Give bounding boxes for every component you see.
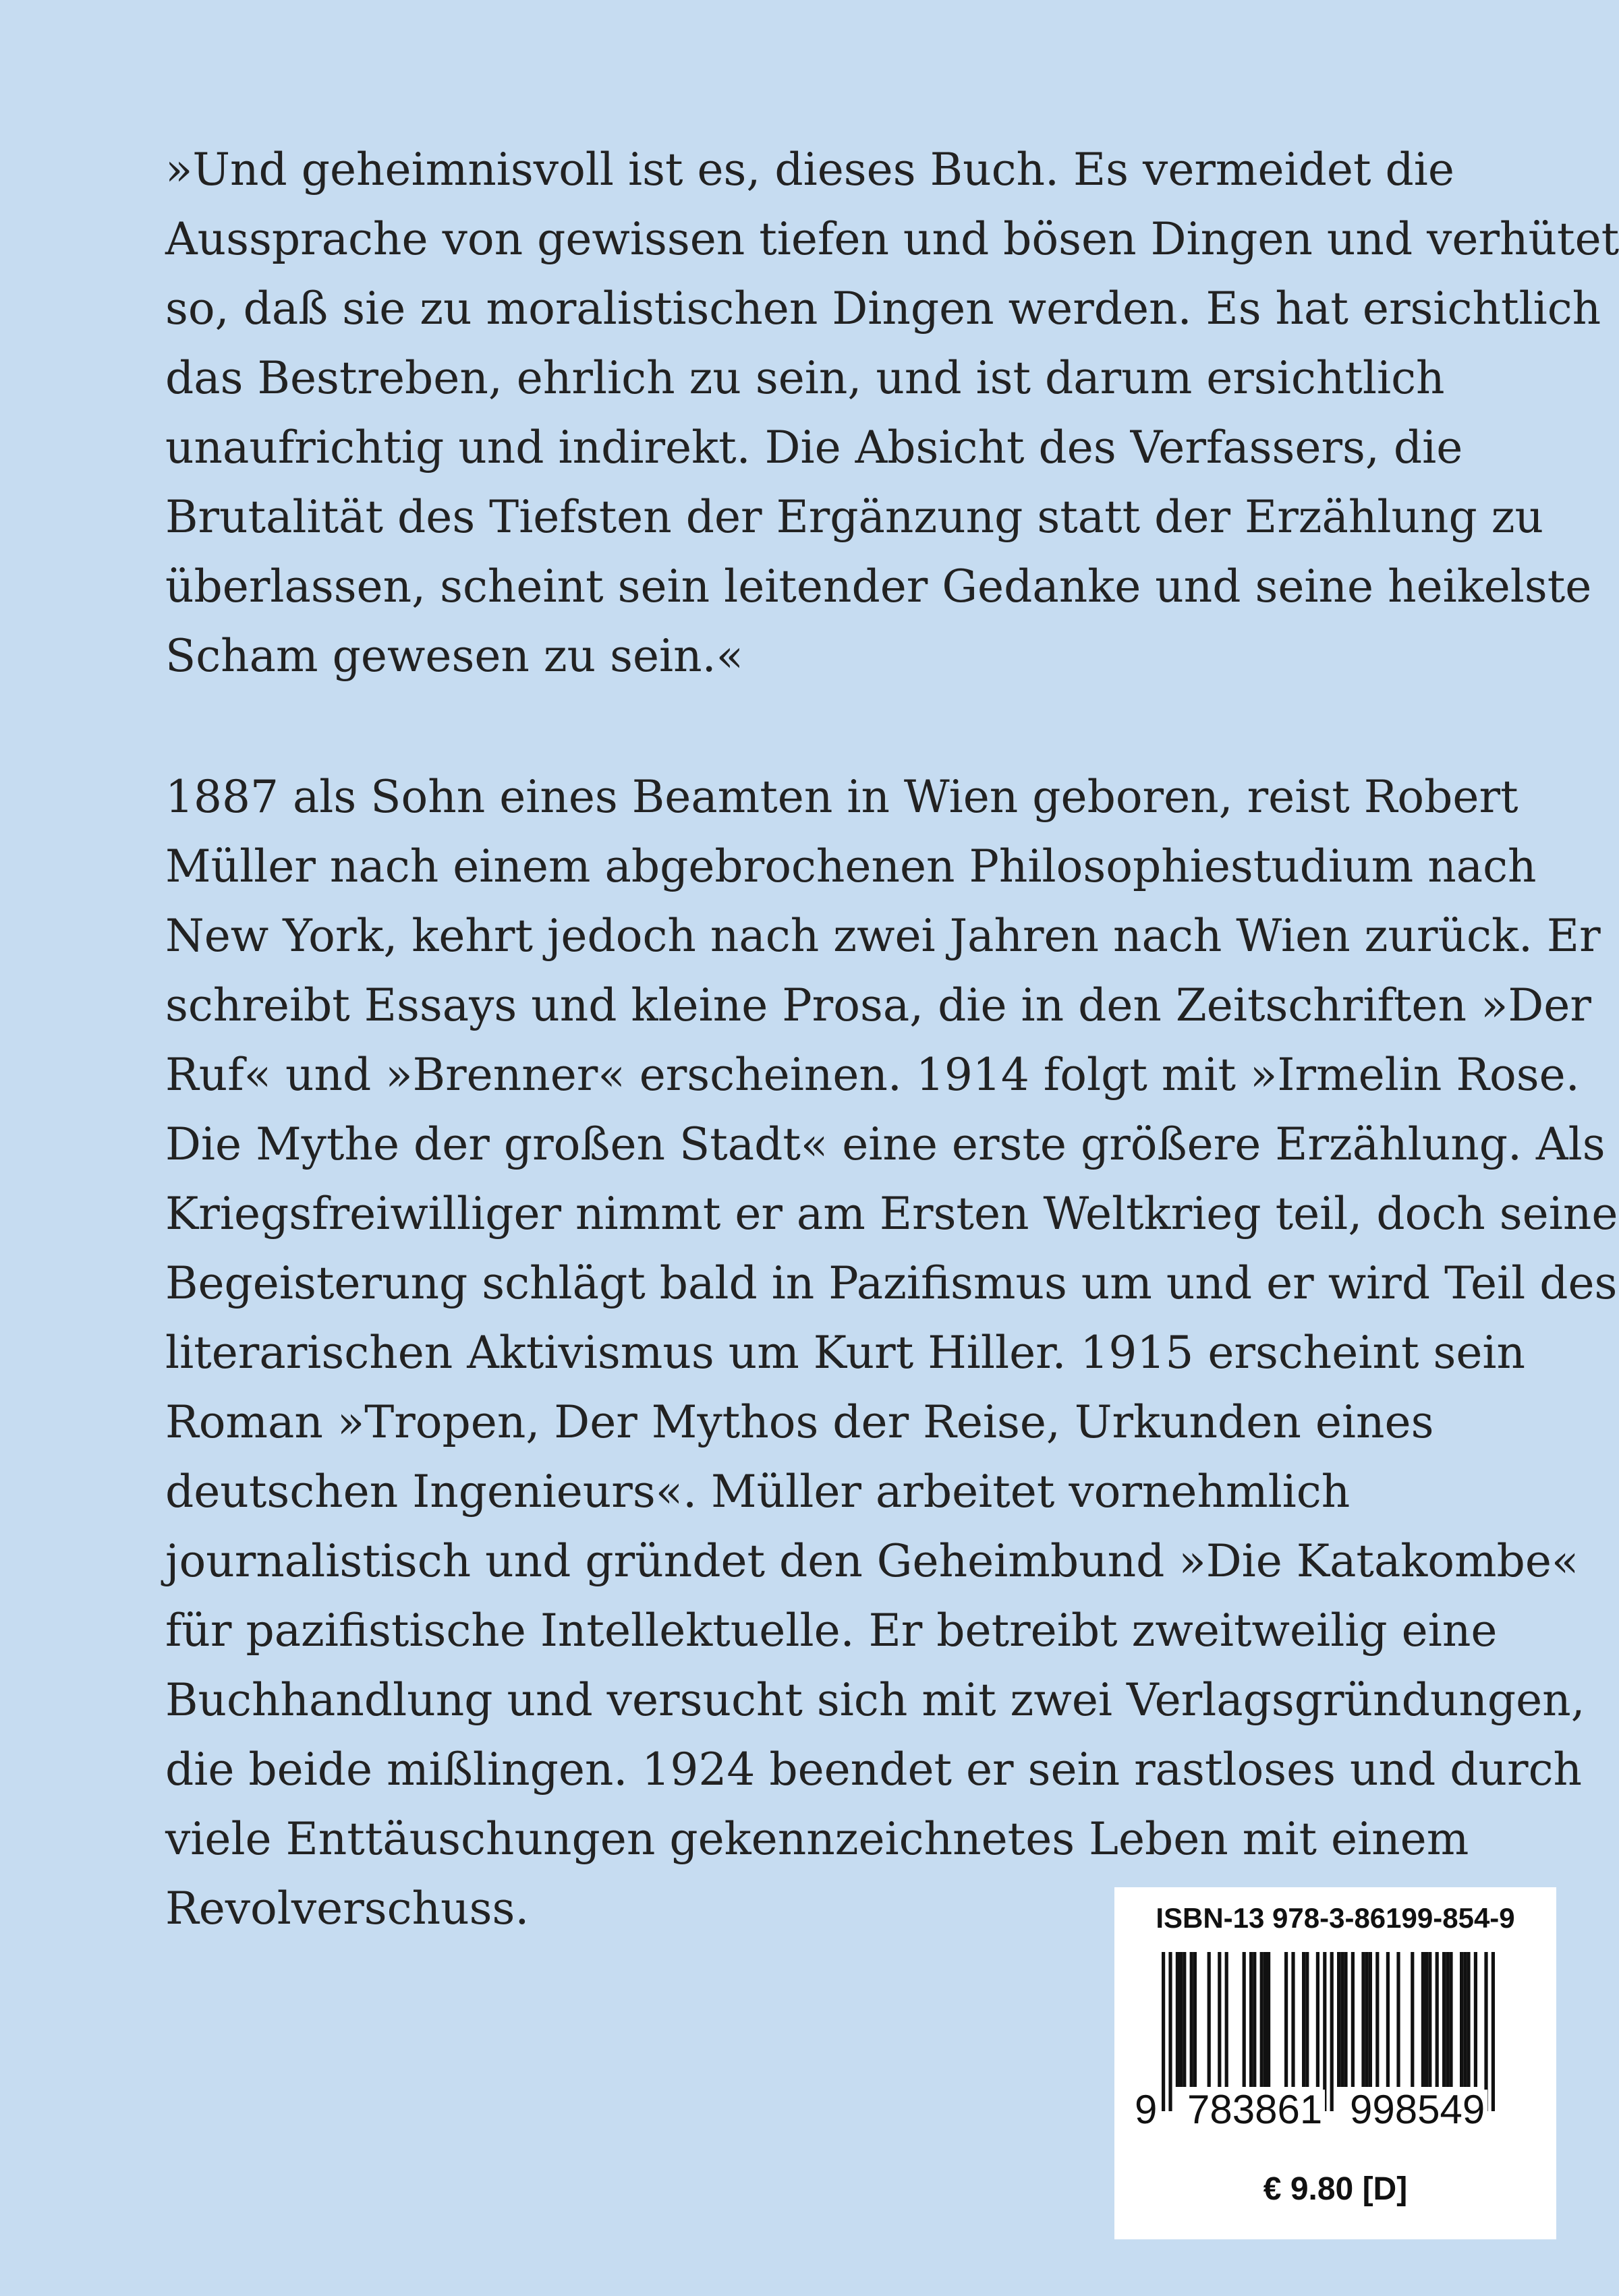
- barcode-bar: [1460, 1952, 1463, 2087]
- barcode-bar: [1351, 1952, 1355, 2087]
- barcode-bar: [1291, 1952, 1295, 2087]
- barcode-guard-bar: [1168, 1952, 1172, 2111]
- barcode-bar: [1463, 1952, 1467, 2087]
- barcode-bar: [1386, 1952, 1390, 2087]
- barcode-bar: [1218, 1952, 1221, 2087]
- biography-line: Ruf« und »Brenner« erscheinen. 1914 folgt mit »Irmelin Rose.: [165, 1049, 1580, 1101]
- biography-line: viele Enttäuschungen gekennzeichnetes Leben mit einem: [165, 1813, 1469, 1865]
- biography-line: 1887 als Sohn eines Beamten in Wien geboren, reist Robert: [165, 771, 1518, 823]
- biography-line: für pazifistische Intellektuelle. Er betreibt zweitweilig eine: [165, 1605, 1498, 1657]
- biography-line: New York, kehrt jedoch nach zwei Jahren nach Wien zurück. Er: [165, 910, 1601, 962]
- barcode-bar: [1467, 1952, 1470, 2087]
- barcode-bar: [1396, 1952, 1400, 2087]
- biography-line: literarischen Aktivismus um Kurt Hiller. 1915 erscheint sein: [165, 1327, 1526, 1379]
- quote-line: das Bestreben, ehrlich zu sein, und ist darum ersichtlich: [165, 352, 1445, 404]
- barcode-panel: [1114, 1887, 1556, 2239]
- quote-line: Scham gewesen zu sein.«: [165, 630, 744, 682]
- biography-line: Buchhandlung und versucht sich mit zwei Verlagsgründungen,: [165, 1674, 1585, 1726]
- biography-line: Roman »Tropen, Der Mythos der Reise, Urkunden eines: [165, 1396, 1434, 1448]
- barcode-bar: [1225, 1952, 1228, 2087]
- barcode-bar: [1267, 1952, 1270, 2087]
- barcode-guard-bar: [1484, 1952, 1487, 2111]
- barcode-bar: [1340, 1952, 1344, 2087]
- barcode-bar: [1193, 1952, 1197, 2087]
- quote-line: unaufrichtig und indirekt. Die Absicht des Verfassers, die: [165, 422, 1463, 473]
- barcode-bar: [1208, 1952, 1211, 2087]
- barcode-bar: [1176, 1952, 1179, 2087]
- barcode-bar: [1249, 1952, 1253, 2087]
- biography-line: Müller nach einem abgebrochenen Philosophiestudium nach: [165, 840, 1537, 892]
- barcode-bar: [1344, 1952, 1347, 2087]
- biography-line: deutschen Ingenieurs«. Müller arbeitet vornehmlich: [165, 1466, 1351, 1518]
- barcode-guard-bar: [1492, 1952, 1495, 2111]
- barcode-guard-bar: [1330, 1952, 1334, 2111]
- barcode-digit-first: 9: [1135, 2087, 1158, 2132]
- biography-line: journalistisch und gründet den Geheimbund »Die Katakombe«: [165, 1535, 1579, 1587]
- barcode-bar: [1305, 1952, 1309, 2087]
- barcode-bar: [1260, 1952, 1263, 2087]
- quote-line: Brutalität des Tiefsten der Ergänzung statt der Erzählung zu: [165, 491, 1544, 543]
- barcode-bar: [1446, 1952, 1449, 2087]
- barcode-bar: [1375, 1952, 1379, 2087]
- barcode-bar: [1337, 1952, 1340, 2087]
- barcode-bar: [1428, 1952, 1431, 2087]
- barcode-bar: [1263, 1952, 1267, 2087]
- barcode-bar: [1474, 1952, 1477, 2087]
- barcode-bar: [1425, 1952, 1428, 2087]
- quote-line: Aussprache von gewissen tiefen und bösen Dingen und verhütet: [165, 213, 1619, 265]
- quote-line: so, daß sie zu moralistischen Dingen werden. Es hat ersichtlich: [165, 283, 1601, 335]
- biography-line: die beide mißlingen. 1924 beendet er sein rastloses und durch: [165, 1744, 1583, 1796]
- quote-paragraph: [165, 135, 1619, 691]
- barcode-bar: [1421, 1952, 1425, 2087]
- price-label: € 9.80 [D]: [1263, 2171, 1408, 2207]
- barcode-bar: [1411, 1952, 1414, 2087]
- barcode-bar: [1436, 1952, 1439, 2087]
- barcode-bar: [1316, 1952, 1319, 2087]
- barcode-bar: [1253, 1952, 1256, 2087]
- biography-line: Begeisterung schlägt bald in Pazifismus um und er wird Teil des: [165, 1257, 1618, 1309]
- barcode-bar: [1302, 1952, 1305, 2087]
- barcode-bar: [1361, 1952, 1365, 2087]
- biography-paragraph: [165, 762, 1618, 1943]
- isbn-label: ISBN-13 978-3-86199-854-9: [1156, 1902, 1515, 1934]
- barcode-bar: [1243, 1952, 1246, 2087]
- barcode-bar: [1284, 1952, 1288, 2087]
- biography-line: Kriegsfreiwilliger nimmt er am Ersten Weltkrieg teil, doch seine: [165, 1188, 1618, 1240]
- barcode-bar: [1190, 1952, 1193, 2087]
- barcode-digits-right: 998549: [1347, 2090, 1487, 2130]
- barcode-guard-bar: [1323, 1952, 1326, 2111]
- barcode-bar: [1369, 1952, 1372, 2087]
- barcode-bar: [1449, 1952, 1452, 2087]
- barcode-guard-bar: [1162, 1952, 1165, 2111]
- barcode-bar: [1442, 1952, 1446, 2087]
- biography-line: Die Mythe der großen Stadt« eine erste größere Erzählung. Als: [165, 1118, 1606, 1170]
- barcode-bar: [1183, 1952, 1186, 2087]
- quote-line: überlassen, scheint sein leitender Gedanke und seine heikelste: [165, 561, 1592, 612]
- biography-line: schreibt Essays und kleine Prosa, die in den Zeitschriften »Der: [165, 979, 1591, 1031]
- barcode-digits-left: 783861: [1185, 2090, 1325, 2130]
- biography-line: Revolverschuss.: [165, 1883, 530, 1934]
- quote-line: »Und geheimnisvoll ist es, dieses Buch. Es vermeidet die: [165, 144, 1454, 196]
- barcode-bar: [1179, 1952, 1183, 2087]
- barcode-bar: [1365, 1952, 1369, 2087]
